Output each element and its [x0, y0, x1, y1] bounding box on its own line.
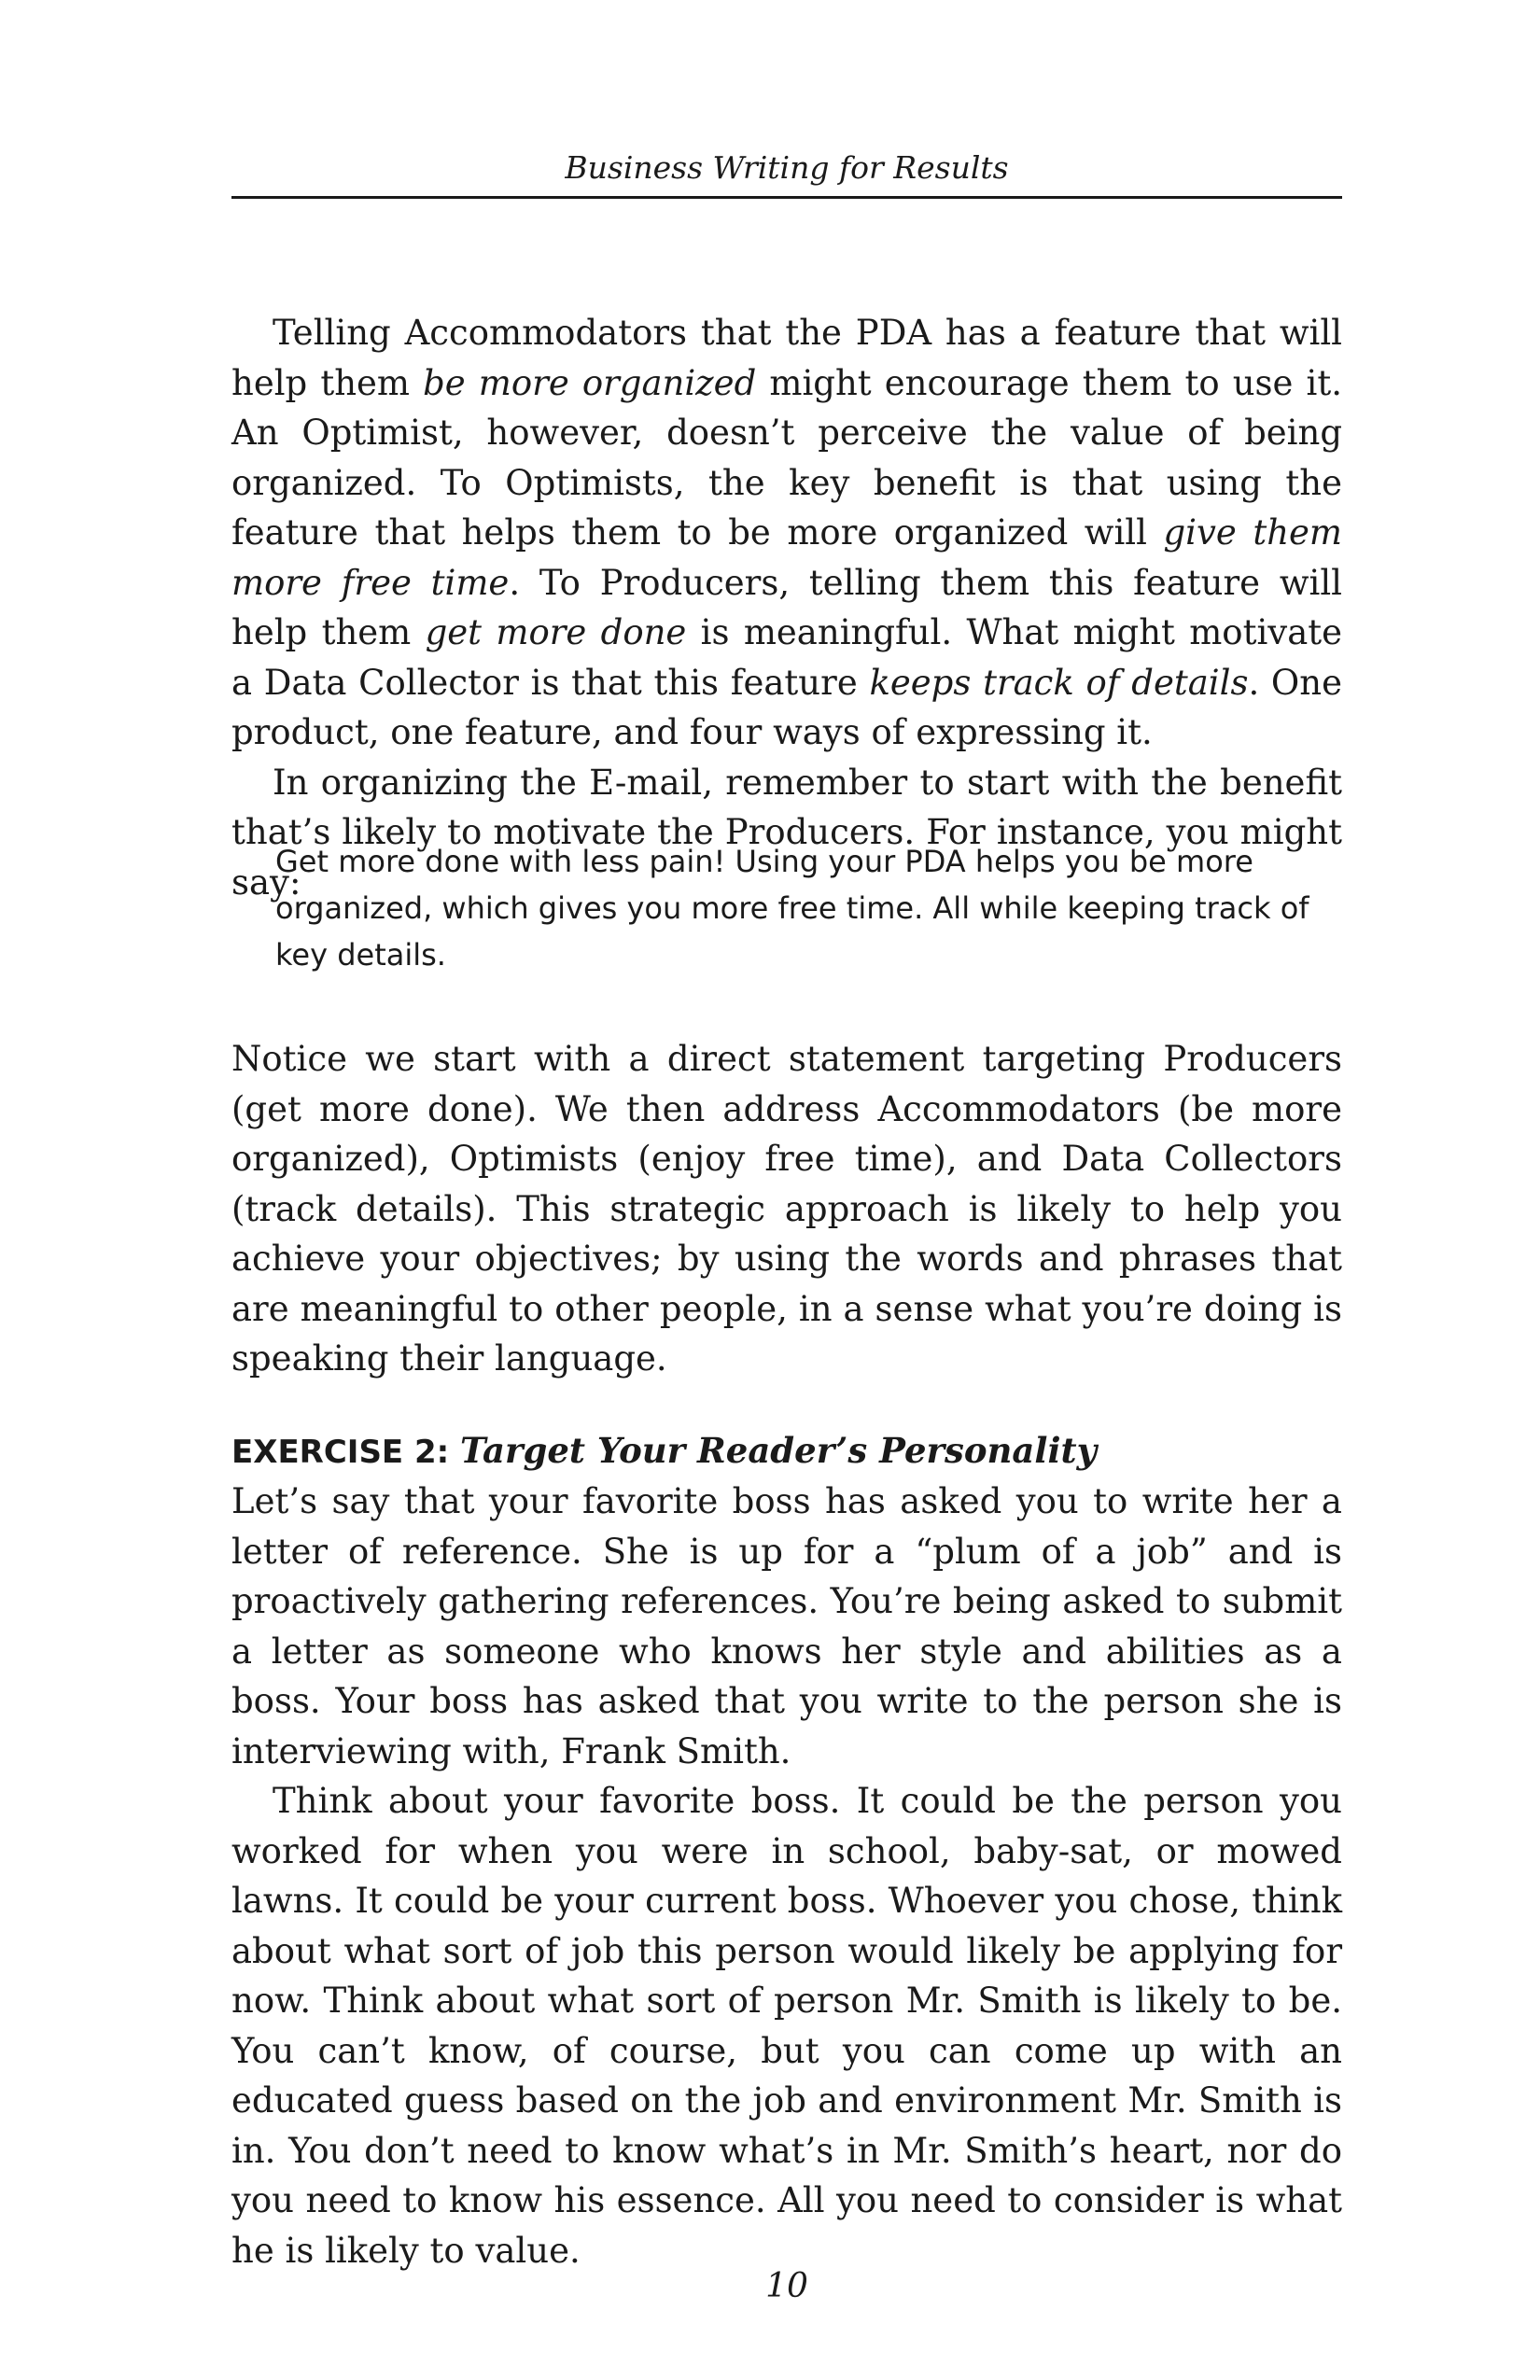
paragraph-accommodators — [231, 308, 1342, 758]
exercise-heading — [231, 1426, 1342, 1478]
text-run: . One product, one feature, and four ways of expressing it. — [231, 662, 1342, 752]
text-run: . To Producers, telling them this feature will help them — [231, 562, 1342, 652]
page-number: 10 — [765, 2267, 808, 2305]
paragraph-think-about: Think about your favorite boss. It could be the person you worked for when you were in school, baby-sat, or mowed lawns. It could be your current boss. Whoever you chose, think about what sort of job this person would likely be applying for now. Think about what sort of person Mr. Smith is likely to be. You can’t know, of course, but you can come up with an educated guess based on the job and environment Mr. Smith is in. You don’t need to know what’s in Mr. Smith’s heart, nor do you need to know his essence. All you need to consider is what he is likely to value. — [231, 1781, 1342, 2271]
exercise-text — [231, 1477, 1342, 2275]
paragraph-organizing-email: In organizing the E-mail, remember to start with the benefit that’s likely to motivate the Producers. For instance, you might say: — [231, 762, 1342, 903]
section-1-text — [231, 308, 1342, 907]
text-run: is meaningful. What might motivate a Data Collector is that this feature — [231, 612, 1343, 703]
section-2-text — [231, 1034, 1342, 1384]
exercise-title: Target Your Reader’s Personality — [460, 1430, 1098, 1471]
emphasis-keeps-track: keeps track of details — [869, 662, 1249, 703]
paragraph-notice: Notice we start with a direct statement targeting Producers (get more done). We then address Accommodators (be more organized), Optimists (enjoy free time), and Data Collectors (track details). This strategic approach is likely to help you achieve your objectives; by using the words and phrases that are meaningful to other people, in a sense what you’re doing is speaking their language. — [231, 1039, 1342, 1379]
paragraph-favorite-boss: Let’s say that your favorite boss has asked you to write her a letter of reference. She is up for a “plum of a job” and is proactively gathering references. You’re being asked to submit a letter as someone who knows her style and abilities as a boss. Your boss has asked that you write to the person she is interviewing with, Frank Smith. — [231, 1481, 1342, 1771]
text-run: might encourage them to use it. An Optimist, however, doesn’t perceive the value of being organized. To Optimists, the key benefit is that using the feature that helps them to be more organized will — [231, 362, 1342, 553]
emphasis-be-more-organized: be more organized — [423, 362, 757, 403]
example-quote: Get more done with less pain! Using your PDA helps you be more organized, which gives you more free time. All while keeping track of key details. — [275, 844, 1309, 973]
exercise-label: EXERCISE 2: — [231, 1434, 450, 1471]
emphasis-more-free-time: give them more free time — [231, 512, 1343, 603]
header-rule — [231, 196, 1342, 199]
emphasis-get-more-done: get more done — [425, 612, 687, 652]
text-run: Telling Accommodators that the PDA has a feature that will help them — [231, 313, 1342, 403]
running-head: Business Writing for Results — [565, 149, 1009, 186]
